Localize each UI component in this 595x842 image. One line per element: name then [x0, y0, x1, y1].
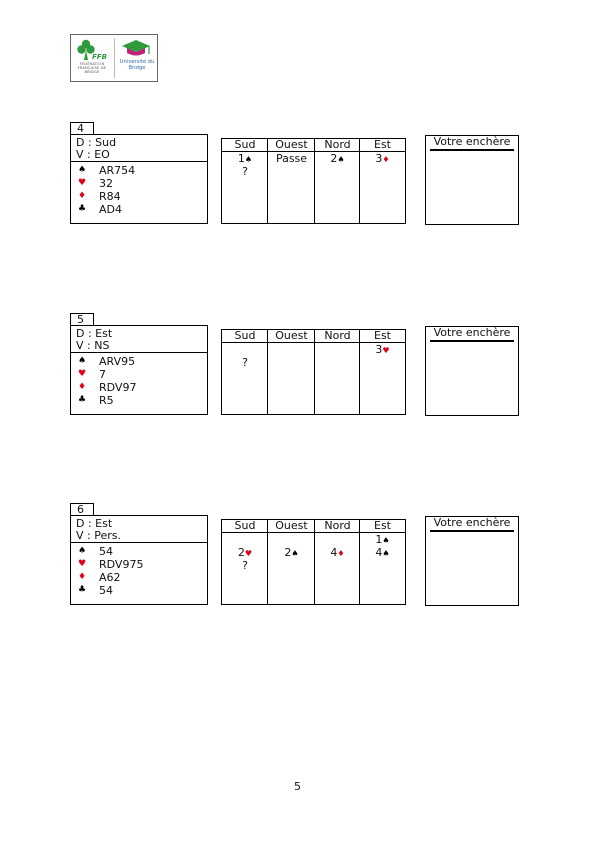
diamond-icon: ♦	[77, 572, 87, 582]
spades-holding: 54	[99, 545, 113, 558]
spade-icon: ♠	[77, 165, 87, 175]
your-bid-underline	[430, 149, 514, 151]
bid-cell-sud: ?	[242, 165, 248, 178]
column-header-sud: Sud	[234, 138, 256, 151]
bid-level: 2	[284, 546, 292, 559]
bid-level: 4	[375, 546, 383, 559]
graduation-cap-icon	[116, 36, 157, 80]
column-divider	[267, 330, 268, 414]
spades-holding: AR754	[99, 164, 136, 177]
your-bid-box[interactable]	[425, 135, 519, 225]
heart-icon: ♥	[382, 346, 390, 355]
bid-cell-sud	[222, 152, 268, 165]
spade-icon: ♠	[337, 155, 345, 164]
bid-cell-nord	[315, 546, 360, 559]
deal-block	[70, 503, 520, 613]
spade-icon: ♠	[382, 549, 390, 558]
club-icon: ♣	[77, 204, 87, 214]
clubs-holding: R5	[99, 394, 114, 407]
hearts-holding: RDV975	[99, 558, 144, 571]
your-bid-box[interactable]	[425, 326, 519, 416]
heart-icon: ♥	[244, 549, 253, 558]
dealer-label: D : Est	[76, 327, 113, 340]
column-header-sud: Sud	[234, 519, 256, 532]
bid-cell-nord	[315, 533, 360, 546]
spade-icon: ♠	[244, 155, 253, 164]
heart-icon: ♥	[77, 369, 87, 379]
spade-icon: ♠	[291, 549, 299, 558]
column-header-nord: Nord	[324, 329, 351, 342]
clubs-holding: 54	[99, 584, 113, 597]
bid-level: 2	[330, 152, 338, 165]
bid-cell-sud	[222, 533, 268, 546]
diamond-icon: ♦	[337, 549, 345, 558]
bid-level: 2	[237, 546, 245, 559]
page-number: 5	[294, 780, 301, 793]
ffb-subtitle: FÉDÉRATION FRANÇAISE DE BRIDGE	[77, 62, 107, 74]
bid-cell-sud: ?	[242, 559, 248, 572]
diamonds-holding: RDV97	[99, 381, 137, 394]
logo-ffb-universite	[70, 34, 158, 82]
deal-number: 5	[70, 313, 94, 325]
bid-cell-est	[360, 152, 405, 165]
dealer-label: D : Est	[76, 517, 113, 530]
bid-cell-nord	[315, 152, 360, 165]
column-header-ouest: Ouest	[275, 138, 308, 151]
column-header-ouest: Ouest	[275, 329, 308, 342]
bid-level: 3	[375, 152, 383, 165]
divider	[71, 352, 207, 353]
hearts-holding: 7	[99, 368, 106, 381]
column-header-ouest: Ouest	[275, 519, 308, 532]
hand-diagram	[70, 134, 208, 224]
bid-level: 1	[237, 152, 245, 165]
vulnerability-label: V : NS	[76, 339, 110, 352]
bid-level: 4	[330, 546, 338, 559]
heart-icon: ♥	[77, 559, 87, 569]
diamond-icon: ♦	[382, 155, 390, 164]
bid-cell-sud	[222, 546, 268, 559]
column-header-est: Est	[374, 138, 391, 151]
divider	[71, 542, 207, 543]
column-header-est: Est	[374, 519, 391, 532]
your-bid-underline	[430, 340, 514, 342]
deal-number: 6	[70, 503, 94, 515]
your-bid-label: Votre enchère	[433, 135, 511, 148]
bid-cell-est	[360, 546, 405, 559]
deal-block	[70, 122, 520, 232]
bid-cell-sud	[222, 343, 268, 356]
universite-du-bridge-text: Université du Bridge	[119, 59, 155, 71]
vulnerability-label: V : EO	[76, 148, 110, 161]
spade-icon: ♠	[77, 546, 87, 556]
column-header-nord: Nord	[324, 138, 351, 151]
diamond-icon: ♦	[77, 382, 87, 392]
logo-divider	[114, 38, 115, 78]
vulnerability-label: V : Pers.	[76, 529, 121, 542]
your-bid-underline	[430, 530, 514, 532]
your-bid-box[interactable]	[425, 516, 519, 606]
bid-level: 1	[375, 533, 383, 546]
deal-block	[70, 313, 520, 423]
column-header-nord: Nord	[324, 519, 351, 532]
club-icon: ♣	[77, 585, 87, 595]
dealer-label: D : Sud	[76, 136, 117, 149]
bidding-table	[221, 138, 406, 224]
diamonds-holding: R84	[99, 190, 121, 203]
bid-cell-ouest	[268, 546, 315, 559]
bid-cell-est	[360, 343, 405, 356]
hand-diagram	[70, 515, 208, 605]
club-icon: ♣	[77, 395, 87, 405]
bidding-table	[221, 519, 406, 605]
ffb-mark: FFB	[92, 53, 107, 61]
bid-level: 3	[375, 343, 383, 356]
deal-number: 4	[70, 122, 94, 134]
bid-cell-ouest	[268, 533, 315, 546]
bid-cell-ouest: Passe	[275, 152, 308, 165]
hearts-holding: 32	[99, 177, 113, 190]
column-header-est: Est	[374, 329, 391, 342]
diamond-icon: ♦	[77, 191, 87, 201]
bid-cell-est	[360, 533, 405, 546]
hand-diagram	[70, 325, 208, 415]
diamonds-holding: A62	[99, 571, 121, 584]
spade-icon: ♠	[77, 356, 87, 366]
heart-icon: ♥	[77, 178, 87, 188]
column-header-sud: Sud	[234, 329, 256, 342]
clubs-holding: AD4	[99, 203, 122, 216]
divider	[71, 161, 207, 162]
your-bid-label: Votre enchère	[433, 326, 511, 339]
spades-holding: ARV95	[99, 355, 136, 368]
your-bid-label: Votre enchère	[433, 516, 511, 529]
bidding-table	[221, 329, 406, 415]
spade-icon: ♠	[382, 536, 390, 545]
bid-cell-sud: ?	[242, 356, 248, 369]
column-divider	[314, 330, 315, 414]
